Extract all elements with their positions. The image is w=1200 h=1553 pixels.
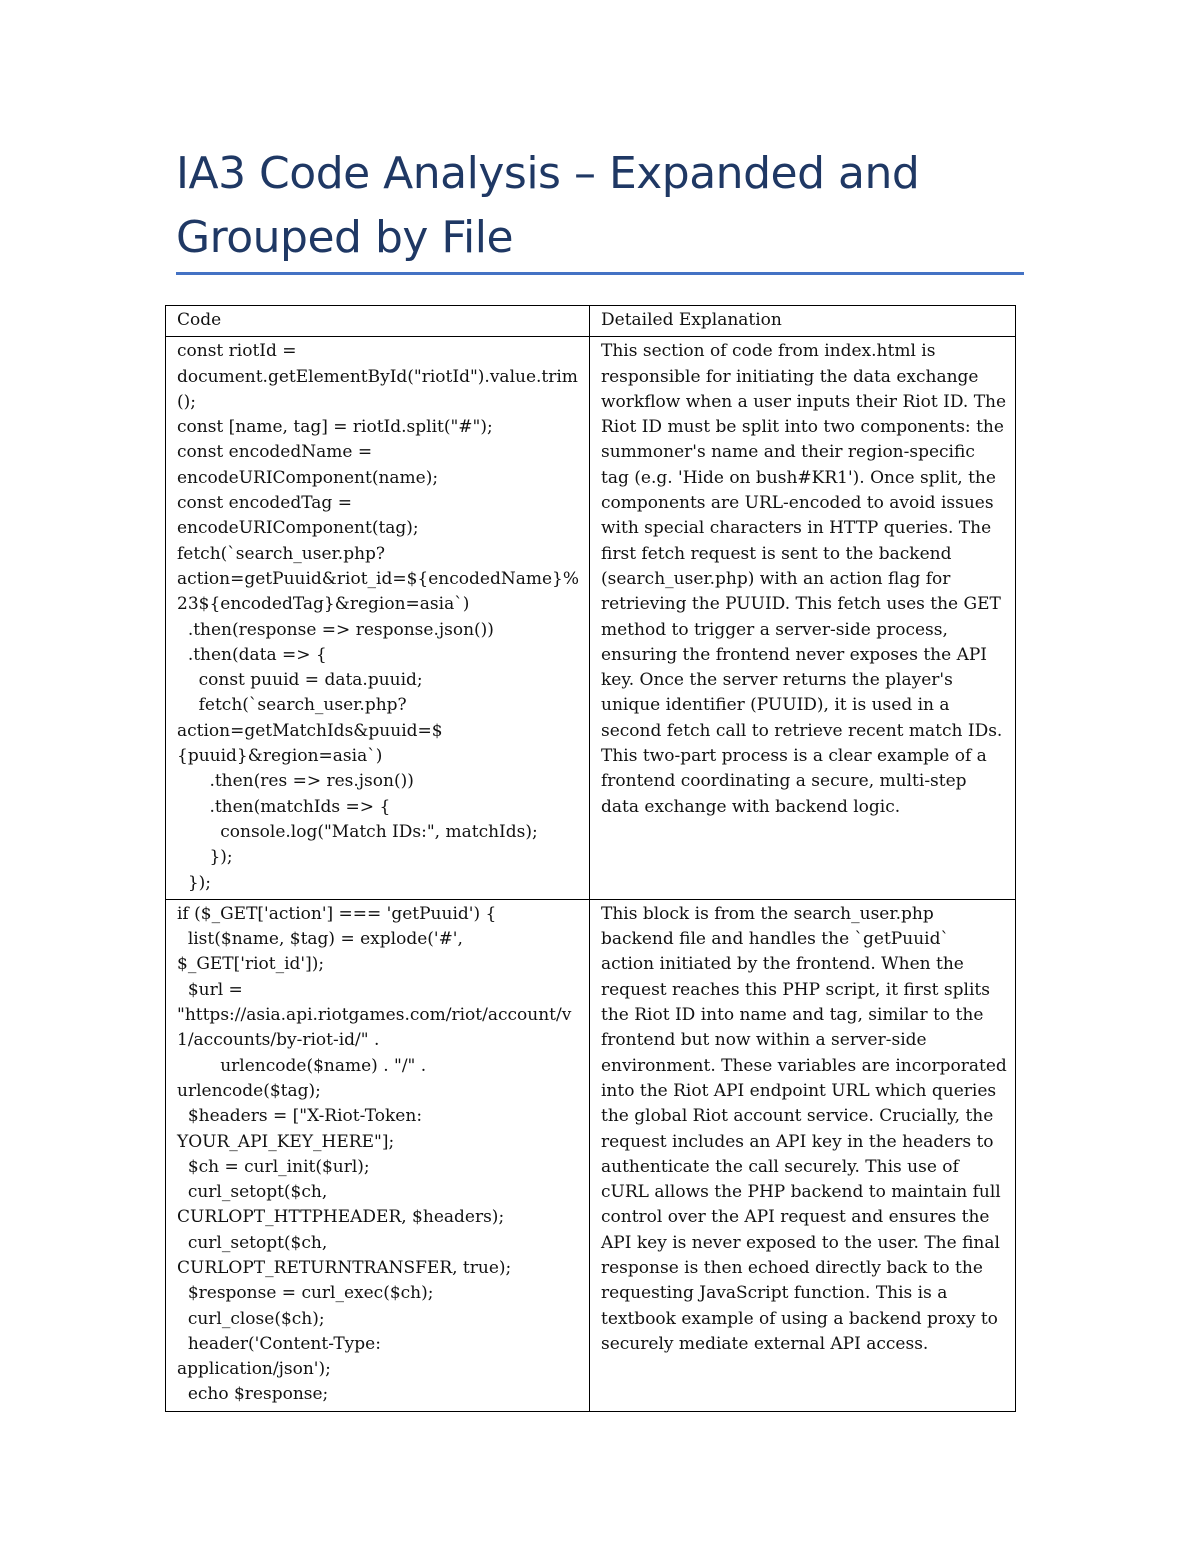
table-header-row bbox=[166, 306, 1016, 337]
title-underline bbox=[176, 272, 1024, 275]
table-row bbox=[166, 337, 1016, 900]
explanation-cell-backend: This block is from the search_user.php backend file and handles the `getPuuid` action initiated by the frontend. When the request reaches this PHP script, it first splits the Riot ID into name and tag, similar to the frontend but now within a server-side environment. These variables are incorporated into the Riot API endpoint URL which queries the global Riot account service. Crucially, the request includes an API key in the headers to authenticate the call securely. This use of cURL allows the PHP backend to maintain full control over the API request and ensures the API key is never exposed to the user. The final response is then echoed directly back to the requesting JavaScript function. This is a textbook example of using a backend proxy to securely mediate external API access. bbox=[590, 899, 1016, 1411]
code-analysis-table bbox=[165, 305, 1016, 1412]
code-cell-frontend: const riotId = document.getElementById("riotId").value.trim(); const [name, tag] = riotId.split("#"); const encodedName = encodeURIComponent(name); const encodedTag = encodeURIComponent(tag); fetch(`search_user.php? action=getPuuid&riot_id=${encodedName}%23${encodedTag}&region=asia`) .then(response => response.json()) .then(data => { const puuid = data.puuid; fetch(`search_user.php? action=getMatchIds&puuid=$ {puuid}&region=asia`) .then(res => res.json()) .then(matchIds => { console.log("Match IDs:", matchIds); }); }); bbox=[166, 337, 590, 900]
header-code: Code bbox=[166, 306, 590, 337]
title-line-2: Grouped by File bbox=[176, 212, 514, 263]
table-row bbox=[166, 899, 1016, 1411]
title-line-1: IA3 Code Analysis – Expanded and bbox=[176, 148, 920, 199]
header-explanation: Detailed Explanation bbox=[590, 306, 1016, 337]
document-title bbox=[176, 142, 1026, 270]
code-cell-backend: if ($_GET['action'] === 'getPuuid') { list($name, $tag) = explode('#', $_GET['riot_id']); $url = "https://asia.api.riotgames.com/riot/account/v1/accounts/by-riot-id/" . urlencode($name) . "/" . urlencode($tag); $headers = ["X-Riot-Token: YOUR_API_KEY_HERE"]; $ch = curl_init($url); curl_setopt($ch, CURLOPT_HTTPHEADER, $headers); curl_setopt($ch, CURLOPT_RETURNTRANSFER, true); $response = curl_exec($ch); curl_close($ch); header('Content-Type: application/json'); echo $response; bbox=[166, 899, 590, 1411]
explanation-cell-frontend: This section of code from index.html is responsible for initiating the data exchange workflow when a user inputs their Riot ID. The Riot ID must be split into two components: the summoner's name and their region-specific tag (e.g. 'Hide on bush#KR1'). Once split, the components are URL-encoded to avoid issues with special characters in HTTP queries. The first fetch request is sent to the backend (search_user.php) with an action flag for retrieving the PUUID. This fetch uses the GET method to trigger a server-side process, ensuring the frontend never exposes the API key. Once the server returns the player's unique identifier (PUUID), it is used in a second fetch call to retrieve recent match IDs. This two-part process is a clear example of a frontend coordinating a secure, multi-step data exchange with backend logic. bbox=[590, 337, 1016, 900]
